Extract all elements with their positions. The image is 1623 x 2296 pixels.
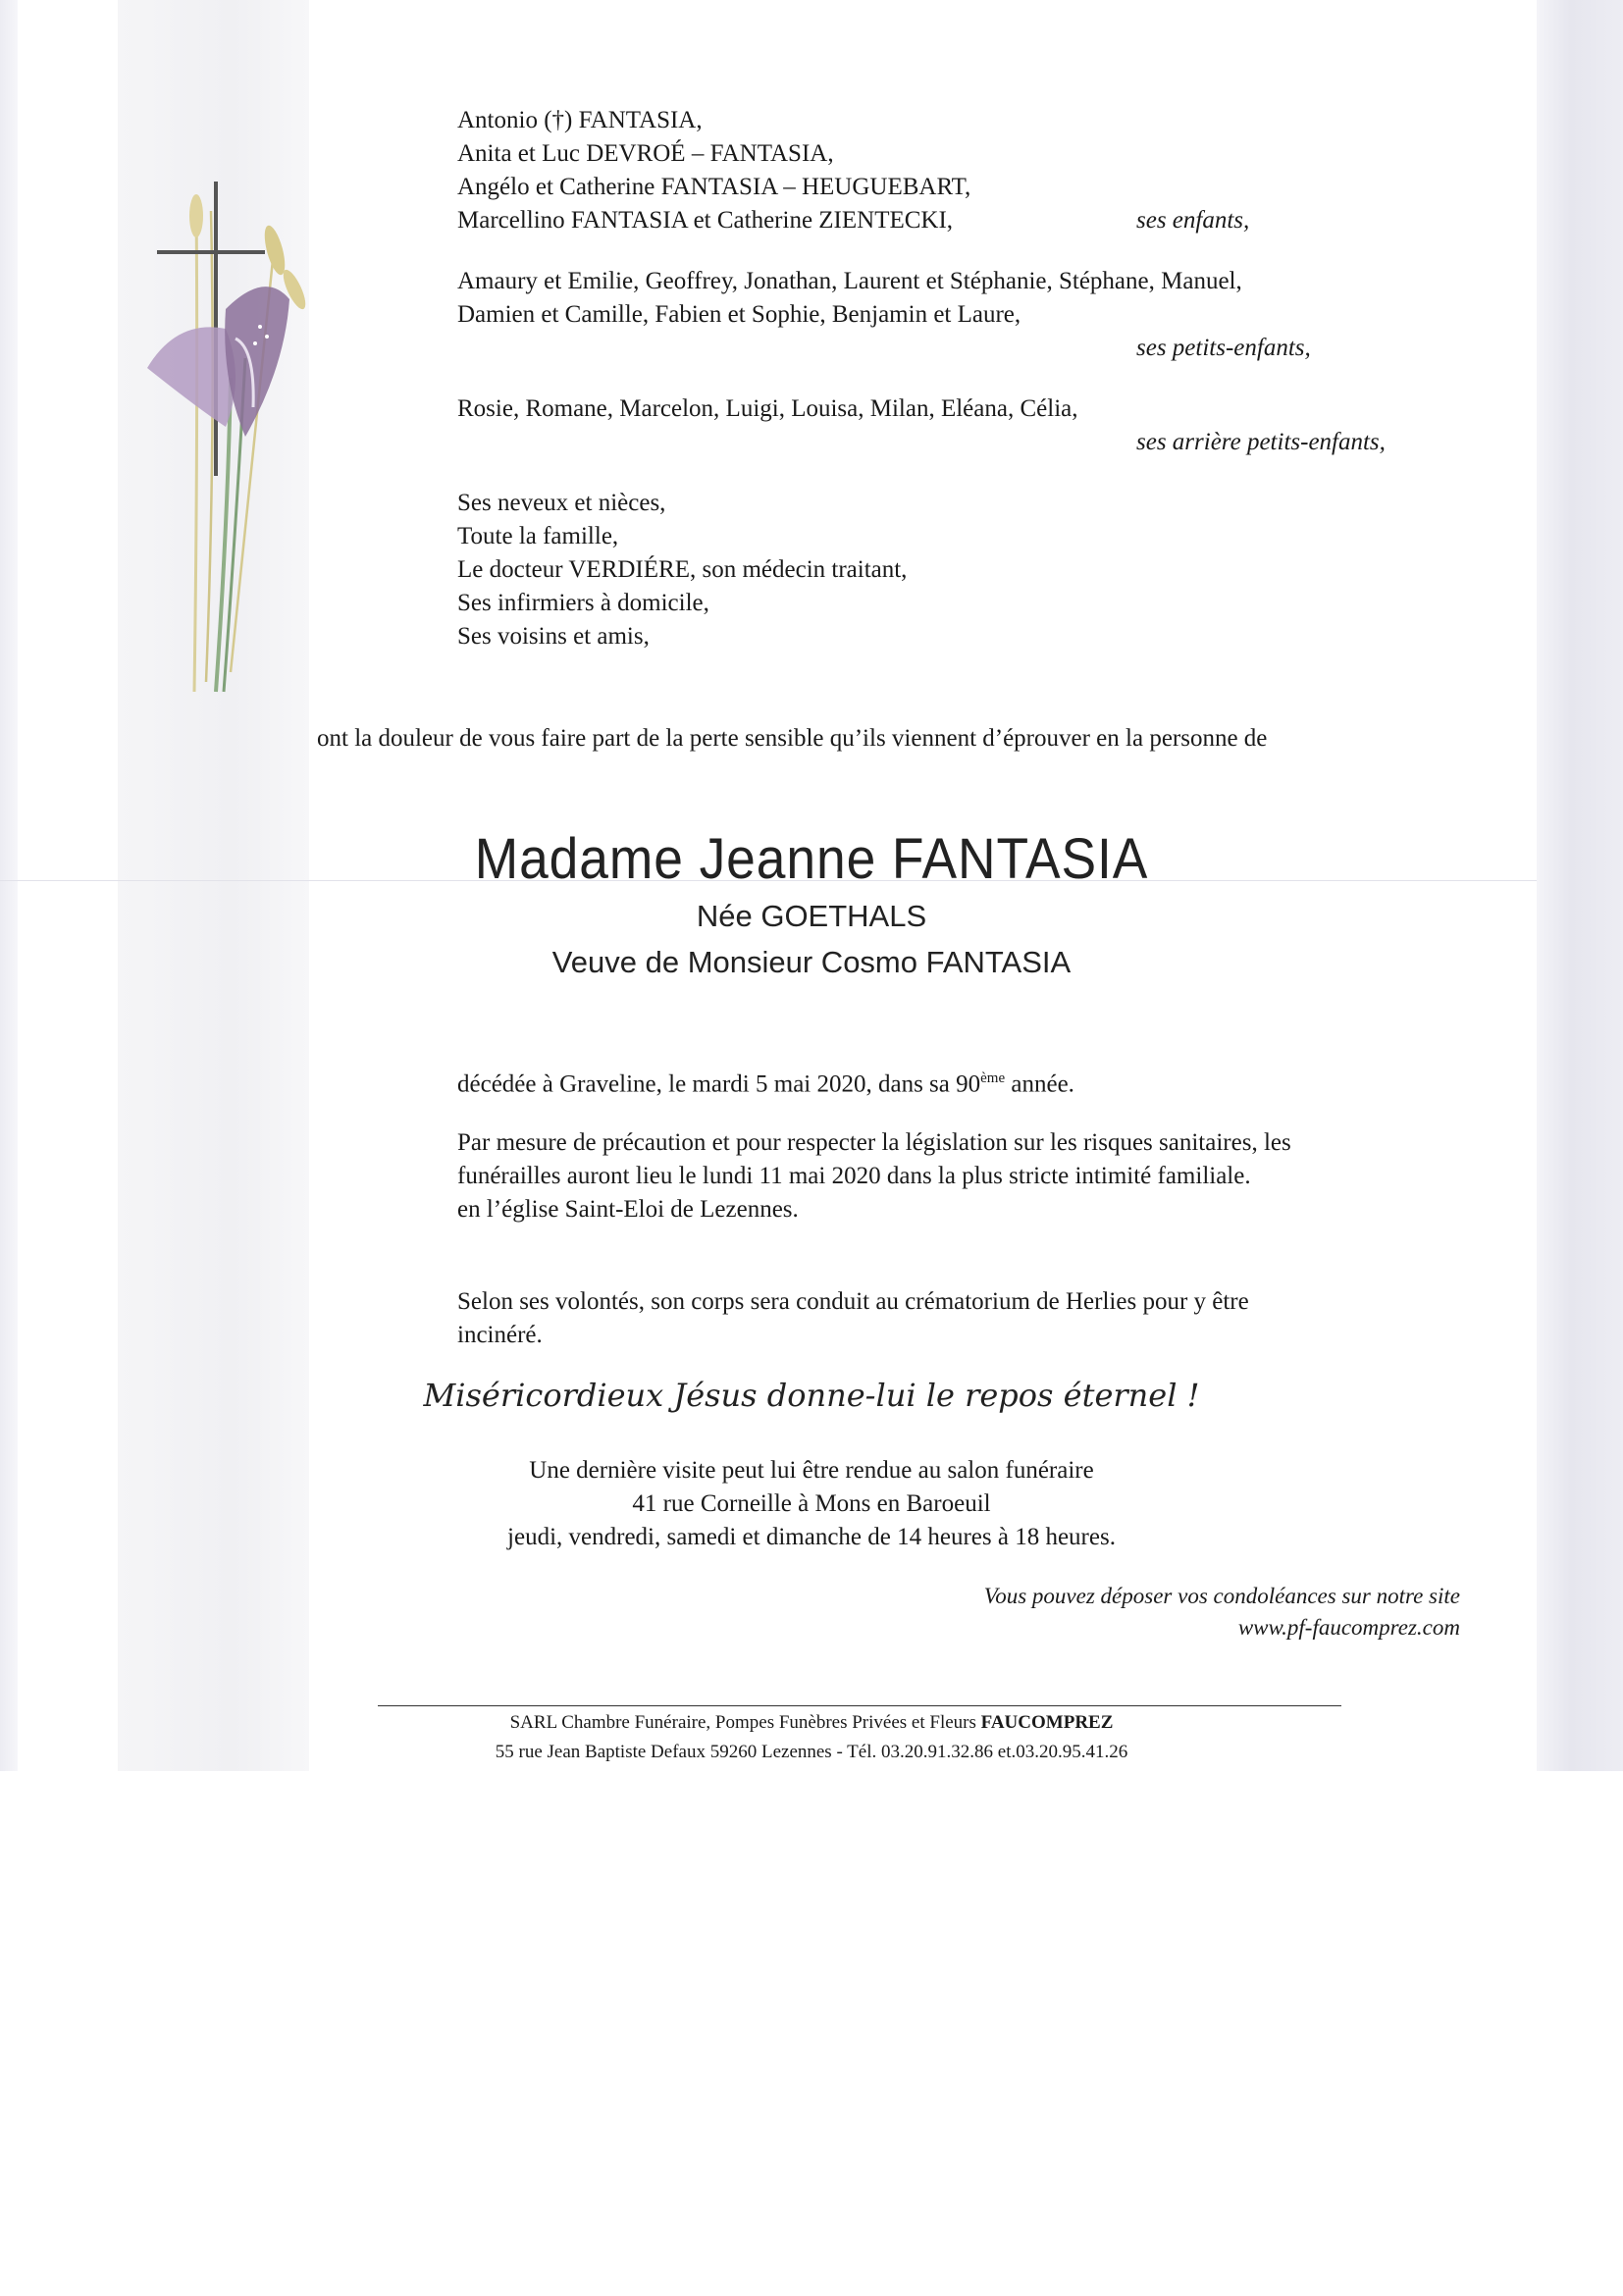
relative-line: Ses neveux et nièces, [457,490,666,516]
child-line: Marcellino FANTASIA et Catherine ZIENTECKI, [457,207,954,234]
death-text: décédée à Graveline, le mardi 5 mai 2020, dans sa 90 [457,1070,981,1098]
widow-of: Veuve de Monsieur Cosmo FANTASIA [551,945,1072,979]
footer-line-2: 55 rue Jean Baptiste Defaux 59260 Lezennes - Tél. 03.20.91.32.86 et.03.20.95.41.26 [495,1742,1128,1762]
great-grandchildren-label: ses arrière petits-enfants, [1136,429,1386,455]
death-superscript: ème [980,1070,1006,1086]
relative-line: Le docteur VERDIÉRE, son médecin traitant, [457,556,908,583]
condolences-text: Vous pouvez déposer vos condoléances sur notre site [983,1584,1460,1608]
footer-line-1 [0,1709,1623,1737]
child-line: Antonio (†) FANTASIA, [457,107,703,133]
deceased-name: Madame Jeanne FANTASIA [474,827,1149,891]
funeral-line: Par mesure de précaution et pour respecter la législation sur les risques sanitaires, les [457,1129,1291,1156]
children-label: ses enfants, [1136,207,1250,234]
visit-line: jeudi, vendredi, samedi et dimanche de 14 heures à 18 heures. [507,1524,1116,1550]
grandchild-line: Damien et Camille, Fabien et Sophie, Benjamin et Laure, [457,301,1021,328]
cremation-line: Selon ses volontés, son corps sera conduit au crématorium de Herlies pour y être [457,1288,1249,1315]
prayer: Miséricordieux Jésus donne-lui le repos éternel ! [423,1377,1200,1414]
relative-line: Ses infirmiers à domicile, [457,590,709,616]
funeral-line: funérailles auront lieu le lundi 11 mai 2020 dans la plus stricte intimité familiale. [457,1163,1251,1189]
great-grandchild-line: Rosie, Romane, Marcelon, Luigi, Louisa, Milan, Eléana, Célia, [457,395,1078,422]
child-line: Anita et Luc DEVROÉ – FANTASIA, [457,140,834,167]
visit-line: Une dernière visite peut lui être rendue au salon funéraire [529,1457,1094,1484]
cross-lily-icon [137,182,324,702]
footer-brand: FAUCOMPREZ [980,1712,1114,1733]
relative-line: Toute la famille, [457,523,619,549]
death-line [457,1062,1074,1101]
death-text-end: année. [1005,1070,1074,1098]
footer-divider [378,1705,1341,1706]
funeral-line: en l’église Saint-Eloi de Lezennes. [457,1196,799,1223]
grandchildren-label: ses petits-enfants, [1136,335,1311,361]
birth-name: Née GOETHALS [696,899,927,933]
child-line: Angélo et Catherine FANTASIA – HEUGUEBART, [457,174,971,200]
visit-line: 41 rue Corneille à Mons en Baroeuil [632,1490,991,1517]
grandchild-line: Amaury et Emilie, Geoffrey, Jonathan, Laurent et Stéphanie, Stéphane, Manuel, [457,268,1242,294]
announcement: ont la douleur de vous faire part de la perte sensible qu’ils viennent d’éprouver en la personne de [317,725,1268,752]
cremation-line: incinéré. [457,1322,543,1348]
condolences-site[interactable]: www.pf-faucomprez.com [1237,1615,1460,1640]
relative-line: Ses voisins et amis, [457,623,650,650]
footer-company: SARL Chambre Funéraire, Pompes Funèbres Privées et Fleurs [509,1712,981,1733]
